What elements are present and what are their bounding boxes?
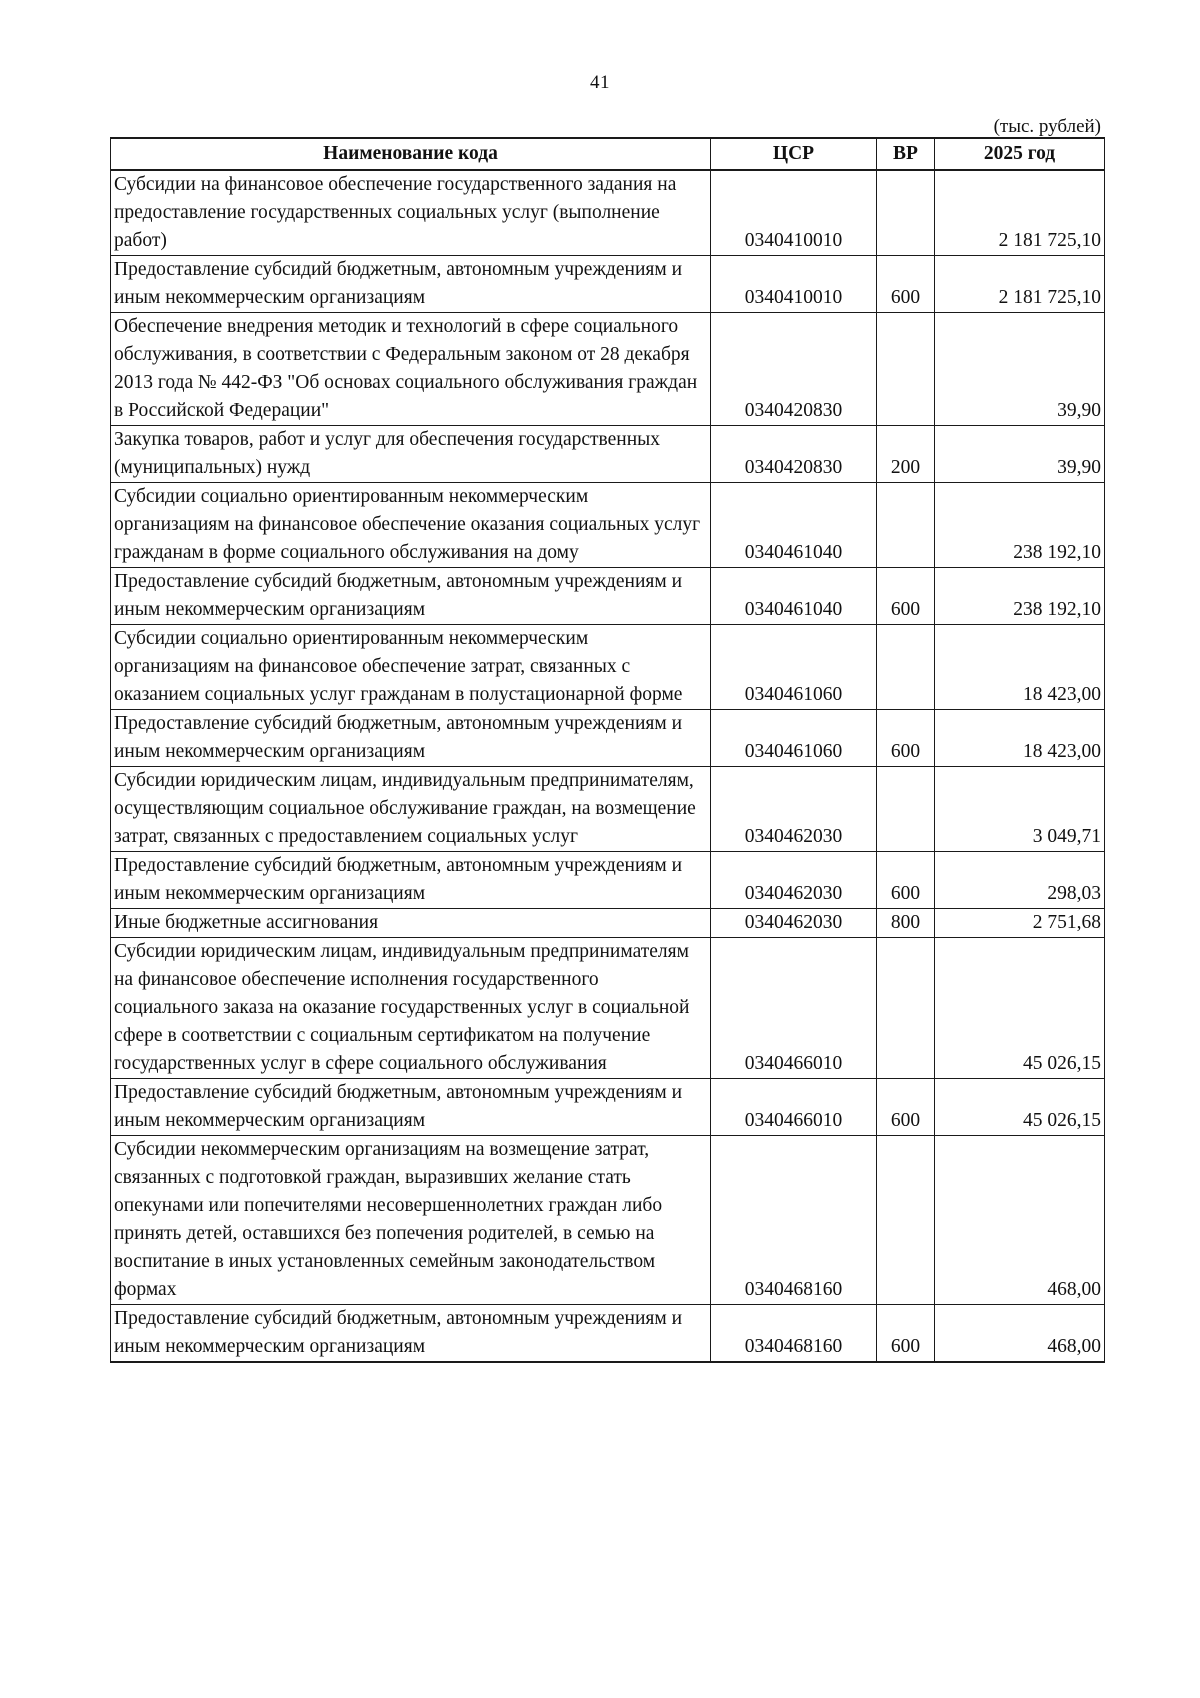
row-csr: 0340462030 [711, 852, 877, 909]
row-name: Иные бюджетные ассигнования [111, 909, 711, 938]
units-label: (тыс. рублей) [993, 116, 1101, 137]
row-vr: 600 [877, 568, 935, 625]
row-amount: 2 751,68 [935, 909, 1105, 938]
row-csr: 0340466010 [711, 1079, 877, 1136]
row-csr: 0340462030 [711, 767, 877, 852]
table-row [111, 170, 1105, 256]
row-vr: 800 [877, 909, 935, 938]
row-amount: 45 026,15 [935, 1079, 1105, 1136]
row-amount: 2 181 725,10 [935, 170, 1105, 256]
table-header-row [111, 138, 1105, 170]
table-row [111, 767, 1105, 852]
row-vr: 600 [877, 1079, 935, 1136]
row-amount: 18 423,00 [935, 710, 1105, 767]
row-name: Закупка товаров, работ и услуг для обеспечения государственных (муниципальных) нужд [111, 426, 711, 483]
row-name: Предоставление субсидий бюджетным, автономным учреждениям и иным некоммерческим организациям [111, 256, 711, 313]
table-row [111, 483, 1105, 568]
row-csr: 0340420830 [711, 313, 877, 426]
row-csr: 0340461060 [711, 625, 877, 710]
row-vr [877, 767, 935, 852]
row-vr [877, 483, 935, 568]
row-name: Предоставление субсидий бюджетным, автономным учреждениям и иным некоммерческим организациям [111, 1079, 711, 1136]
table-row [111, 256, 1105, 313]
row-name: Субсидии некоммерческим организациям на возмещение затрат, связанных с подготовкой граждан, выразивших желание стать опекунами или попечителями несовершеннолетних граждан либо принять детей, оставшихся без попечения родителей, в семью на воспитание в иных установленных семейным законодательством формах [111, 1136, 711, 1305]
row-csr: 0340461060 [711, 710, 877, 767]
row-csr: 0340420830 [711, 426, 877, 483]
row-amount: 18 423,00 [935, 625, 1105, 710]
row-vr [877, 313, 935, 426]
table-row [111, 1136, 1105, 1305]
row-name: Субсидии юридическим лицам, индивидуальным предпринимателям, осуществляющим социальное обслуживание граждан, на возмещение затрат, связанных с предоставлением социальных услуг [111, 767, 711, 852]
row-csr: 0340468160 [711, 1305, 877, 1363]
budget-table [110, 137, 1105, 1363]
row-amount: 468,00 [935, 1305, 1105, 1363]
row-vr [877, 625, 935, 710]
table-row [111, 625, 1105, 710]
row-vr: 600 [877, 710, 935, 767]
row-vr [877, 1136, 935, 1305]
row-amount: 2 181 725,10 [935, 256, 1105, 313]
row-name: Предоставление субсидий бюджетным, автономным учреждениям и иным некоммерческим организациям [111, 852, 711, 909]
row-vr [877, 170, 935, 256]
row-amount: 468,00 [935, 1136, 1105, 1305]
row-amount: 298,03 [935, 852, 1105, 909]
row-name: Обеспечение внедрения методик и технологий в сфере социального обслуживания, в соответствии с Федеральным законом от 28 декабря 2013 года № 442-ФЗ "Об основах социального обслуживания граждан в Российской Федерации" [111, 313, 711, 426]
row-csr: 0340410010 [711, 256, 877, 313]
row-vr: 600 [877, 256, 935, 313]
row-name: Субсидии юридическим лицам, индивидуальным предпринимателям на финансовое обеспечение исполнения государственного социального заказа на оказание государственных услуг в социальной сфере в соответствии с социальным сертификатом на получение государственных услуг в сфере социального обслуживания [111, 938, 711, 1079]
row-csr: 0340466010 [711, 938, 877, 1079]
row-csr: 0340462030 [711, 909, 877, 938]
header-vr: ВР [877, 138, 935, 170]
row-amount: 39,90 [935, 313, 1105, 426]
row-vr: 600 [877, 852, 935, 909]
table-body [111, 170, 1105, 1362]
table-row [111, 568, 1105, 625]
row-amount: 238 192,10 [935, 483, 1105, 568]
row-name: Субсидии социально ориентированным некоммерческим организациям на финансовое обеспечение оказания социальных услуг гражданам в форме социального обслуживания на дому [111, 483, 711, 568]
row-name: Субсидии на финансовое обеспечение государственного задания на предоставление государственных социальных услуг (выполнение работ) [111, 170, 711, 256]
header-csr: ЦСР [711, 138, 877, 170]
row-vr [877, 938, 935, 1079]
row-vr: 200 [877, 426, 935, 483]
page-number: 41 [590, 72, 610, 93]
table-row [111, 852, 1105, 909]
table-row [111, 938, 1105, 1079]
row-csr: 0340468160 [711, 1136, 877, 1305]
row-amount: 238 192,10 [935, 568, 1105, 625]
header-year: 2025 год [935, 138, 1105, 170]
table-row [111, 1079, 1105, 1136]
row-name: Предоставление субсидий бюджетным, автономным учреждениям и иным некоммерческим организациям [111, 710, 711, 767]
table-row [111, 909, 1105, 938]
table-row [111, 313, 1105, 426]
header-name: Наименование кода [111, 138, 711, 170]
table-row [111, 426, 1105, 483]
row-name: Субсидии социально ориентированным некоммерческим организациям на финансовое обеспечение затрат, связанных с оказанием социальных услуг гражданам в полустационарной форме [111, 625, 711, 710]
row-csr: 0340461040 [711, 483, 877, 568]
row-amount: 3 049,71 [935, 767, 1105, 852]
row-csr: 0340461040 [711, 568, 877, 625]
row-name: Предоставление субсидий бюджетным, автономным учреждениям и иным некоммерческим организациям [111, 568, 711, 625]
row-csr: 0340410010 [711, 170, 877, 256]
table-row [111, 710, 1105, 767]
row-name: Предоставление субсидий бюджетным, автономным учреждениям и иным некоммерческим организациям [111, 1305, 711, 1363]
row-vr: 600 [877, 1305, 935, 1363]
row-amount: 39,90 [935, 426, 1105, 483]
table-row [111, 1305, 1105, 1363]
row-amount: 45 026,15 [935, 938, 1105, 1079]
